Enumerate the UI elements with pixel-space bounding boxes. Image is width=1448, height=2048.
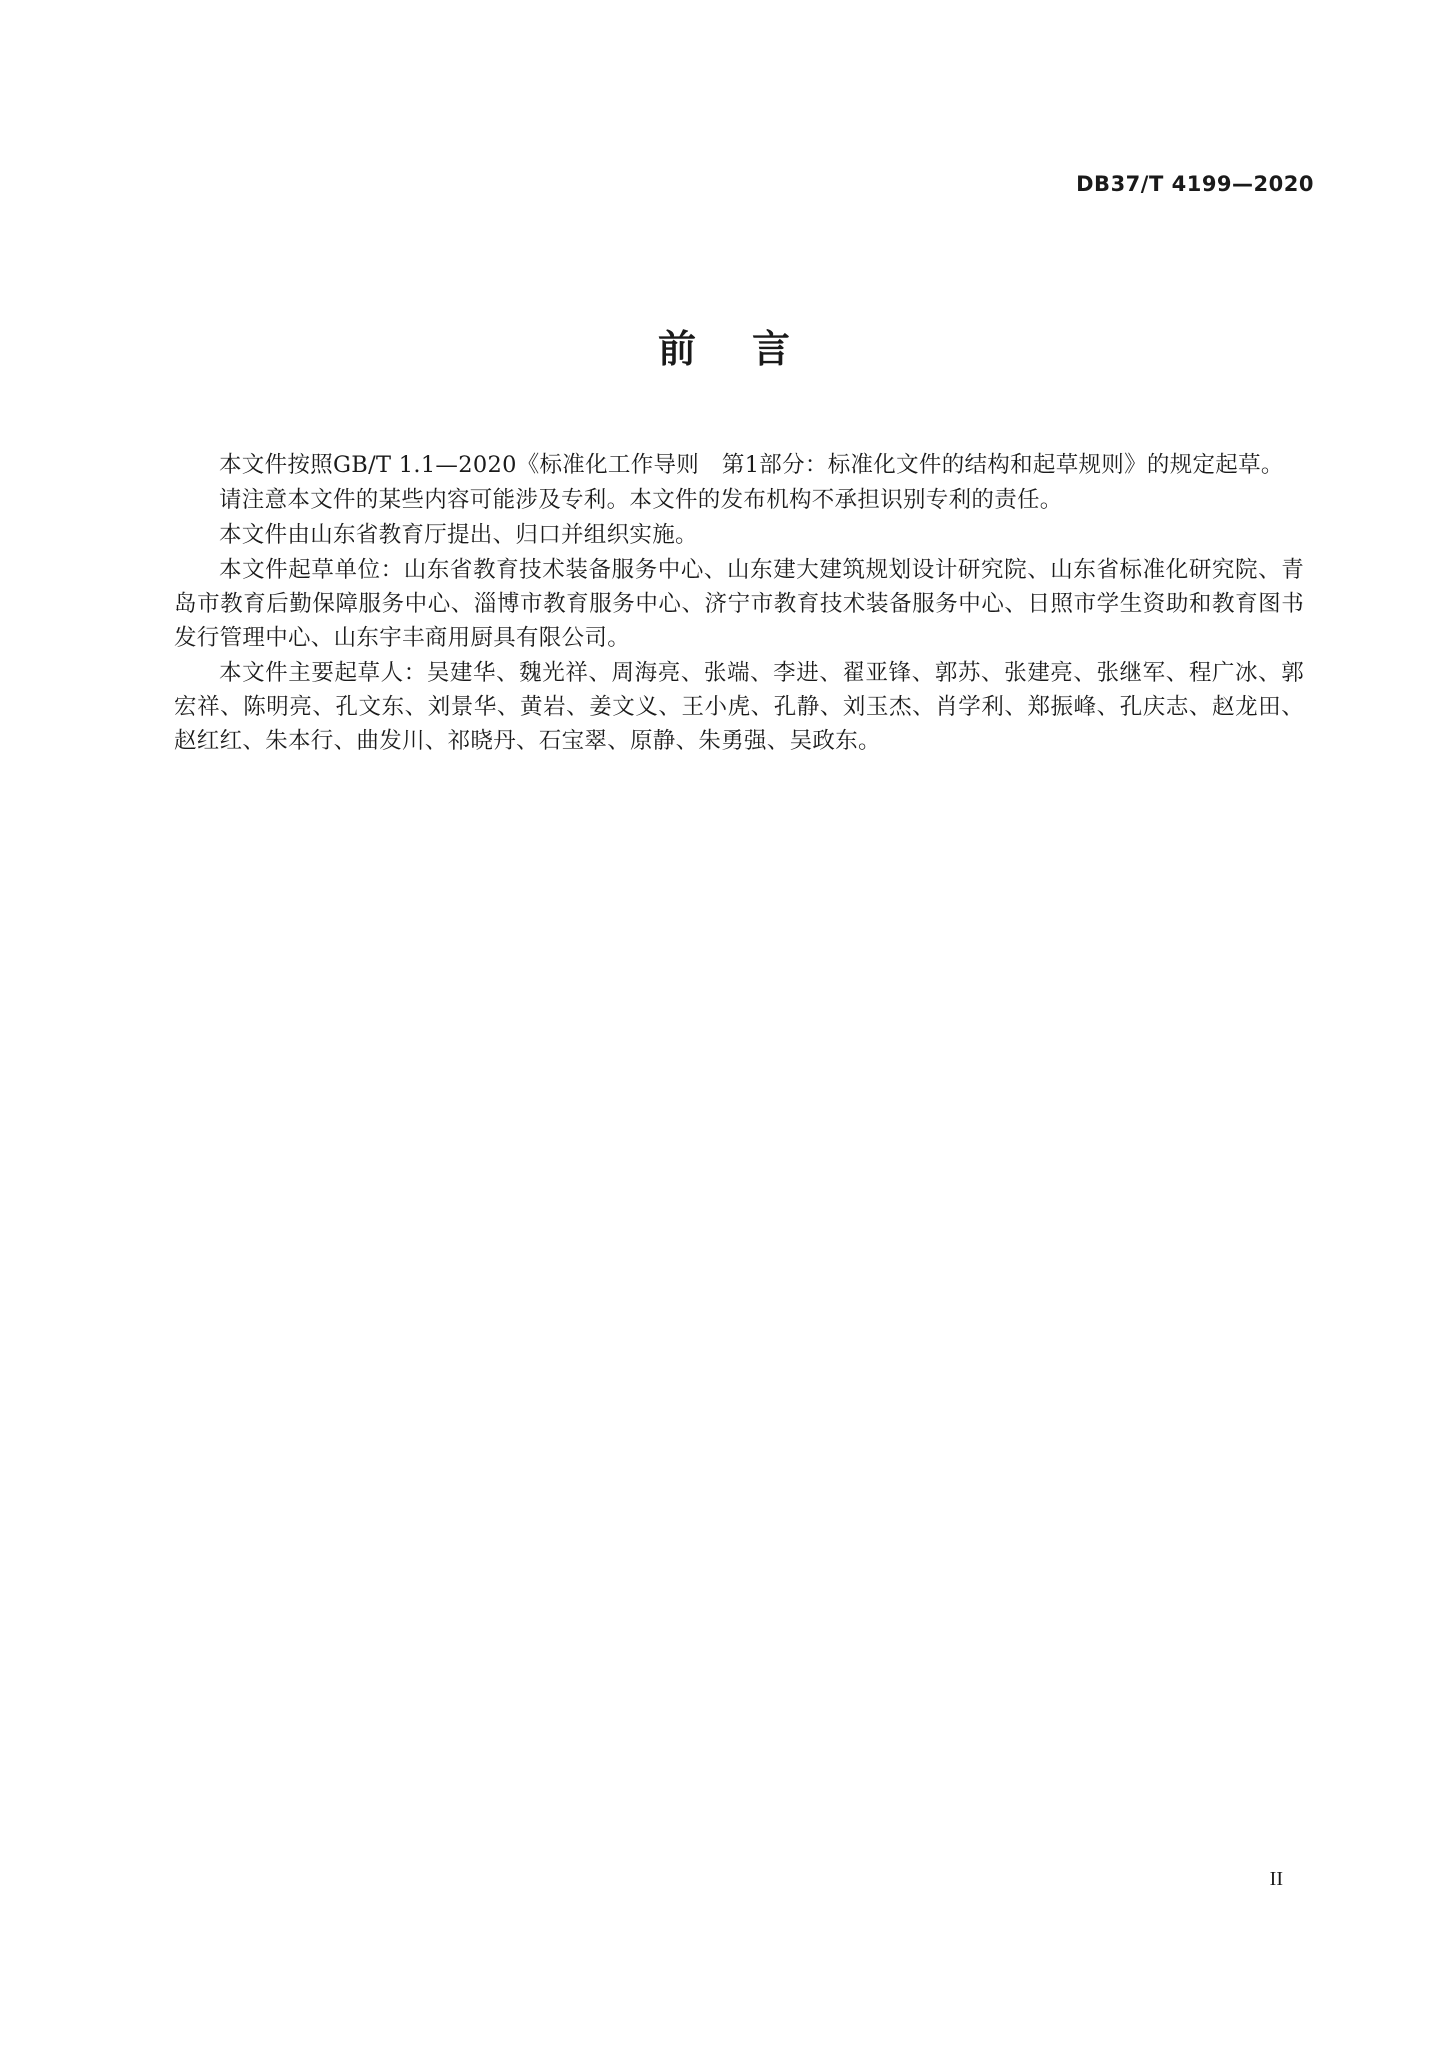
page-number: II: [1269, 1868, 1283, 1890]
paragraph-drafters: 本文件主要起草人：吴建华、魏光祥、周海亮、张端、李进、翟亚锋、郭苏、张建亮、张继军、程广冰、郭宏祥、陈明亮、孔文东、刘景华、黄岩、姜文义、王小虎、孔静、刘玉杰、肖学利、郑振峰、孔庆志、赵龙田、赵红红、朱本行、曲发川、祁晓丹、石宝翠、原静、朱勇强、吴政东。: [174, 660, 1304, 754]
page-title: [0, 318, 1448, 373]
paragraph-drafting-units: 本文件起草单位：山东省教育技术装备服务中心、山东建大建筑规划设计研究院、山东省标准化研究院、青岛市教育后勤保障服务中心、淄博市教育服务中心、济宁市教育技术装备服务中心、日照市学生资助和教育图书发行管理中心、山东宇丰商用厨具有限公司。: [174, 557, 1304, 651]
paragraph-proposer: 本文件由山东省教育厅提出、归口并组织实施。: [219, 522, 698, 548]
paragraph-patent-notice: 请注意本文件的某些内容可能涉及专利。本文件的发布机构不承担识别专利的责任。: [219, 487, 1063, 513]
paragraph-drafting-basis: 本文件按照GB/T 1.1—2020《标准化工作导则 第1部分：标准化文件的结构和起草规则》的规定起草。: [219, 452, 1284, 478]
title-char-1: 前: [657, 327, 696, 371]
document-code: DB37/T 4199—2020: [1076, 172, 1314, 196]
foreword-body: [174, 448, 1304, 759]
title-char-2: 言: [752, 327, 791, 371]
